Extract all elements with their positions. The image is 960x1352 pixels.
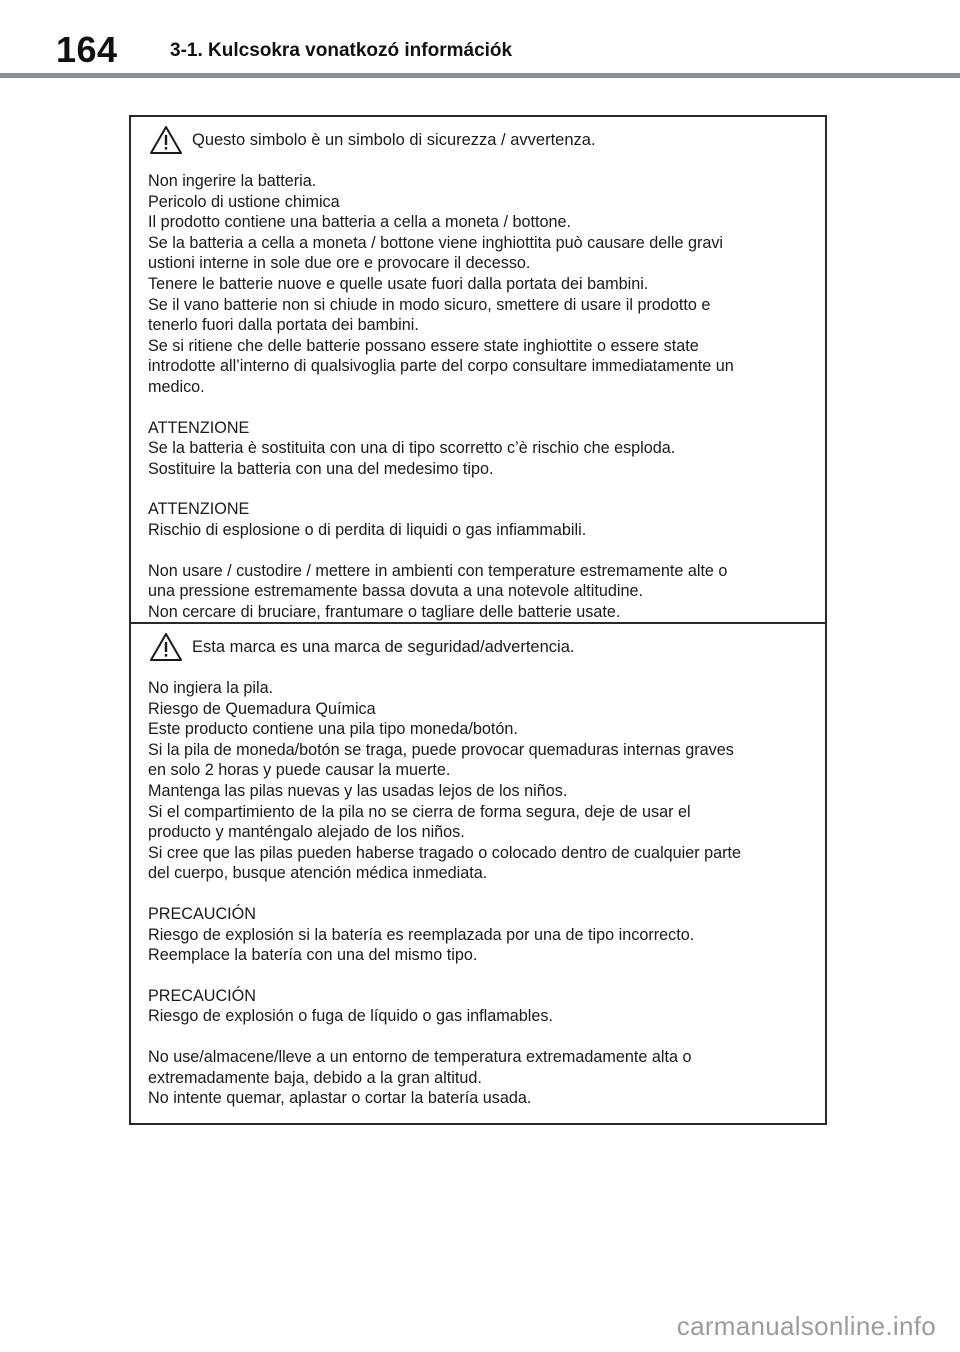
spanish-symbol-line: [148, 631, 811, 663]
italian-symbol-line: [148, 124, 811, 156]
spanish-paragraph-2: [148, 904, 811, 966]
watermark: carmanualsonline.info: [676, 1311, 936, 1341]
italian-paragraph-2: [148, 418, 811, 480]
text-line: Si el compartimiento de la pila no se cierra de forma segura, deje de usar el: [148, 802, 691, 821]
caution-heading: ATTENZIONE: [148, 500, 250, 519]
text-line: introdotte all’interno di qualsivoglia parte del corpo consultare immediatamente un: [148, 357, 734, 376]
text-line: Riesgo de Quemadura Química: [148, 699, 376, 718]
text-line: del cuerpo, busque atención médica inmediata.: [148, 864, 488, 883]
caution-heading: PRECAUCIÓN: [148, 986, 256, 1005]
italian-paragraph-4: [148, 561, 811, 623]
text-line: Se la batteria è sostituita con una di tipo scorretto c’è rischio che esploda.: [148, 439, 676, 458]
section-title: 3-1. Kulcsokra vonatkozó információk: [170, 40, 513, 61]
text-line: producto y manténgalo alejado de los niños.: [148, 823, 465, 842]
page-number: 164: [56, 29, 118, 70]
text-line: Rischio di esplosione o di perdita di liquidi o gas infiammabili.: [148, 520, 587, 539]
text-line: Si cree que las pilas pueden haberse tragado o colocado dentro de cualquier parte: [148, 843, 742, 862]
text-line: Reemplace la batería con una del mismo tipo.: [148, 946, 478, 965]
text-line: Se il vano batterie non si chiude in modo sicuro, smettere di usare il prodotto e: [148, 295, 711, 314]
caution-heading: PRECAUCIÓN: [148, 904, 256, 923]
text-line: Non ingerire la batteria.: [148, 172, 317, 190]
spanish-symbol-text: Esta marca es una marca de seguridad/advertencia.: [192, 637, 575, 656]
warning-triangle-icon: [148, 124, 184, 156]
battery-warning-box: [129, 115, 827, 1125]
italian-symbol-text: Questo simbolo è un simbolo di sicurezza / avvertenza.: [192, 130, 596, 149]
text-line: medico.: [148, 377, 205, 396]
text-line: en solo 2 horas y puede causar la muerte.: [148, 761, 451, 780]
italian-paragraph-1: [148, 171, 811, 398]
text-line: No intente quemar, aplastar o cortar la batería usada.: [148, 1089, 532, 1108]
italian-warning-panel: [131, 117, 825, 622]
text-line: Se la batteria a cella a moneta / bottone viene inghiottita può causare delle gravi: [148, 233, 724, 252]
text-line: Tenere le batterie nuove e quelle usate fuori dalla portata dei bambini.: [148, 274, 649, 293]
spanish-paragraph-3: [148, 986, 811, 1027]
text-line: Riesgo de explosión si la batería es reemplazada por una de tipo incorrecto.: [148, 925, 695, 944]
text-line: Il prodotto contiene una batteria a cella a moneta / bottone.: [148, 213, 571, 232]
text-line: extremadamente baja, debido a la gran altitud.: [148, 1068, 482, 1087]
text-line: No use/almacene/lleve a un entorno de temperatura extremadamente alta o: [148, 1047, 692, 1066]
spanish-warning-panel: [131, 622, 825, 1123]
warning-triangle-icon: [148, 631, 184, 663]
caution-heading: ATTENZIONE: [148, 418, 250, 437]
text-line: Riesgo de explosión o fuga de líquido o gas inflamables.: [148, 1007, 553, 1026]
text-line: ustioni interne in sole due ore e provocare il decesso.: [148, 254, 531, 273]
text-line: tenerlo fuori dalla portata dei bambini.: [148, 316, 419, 335]
spanish-paragraph-1: [148, 678, 811, 884]
header-divider: [0, 73, 960, 78]
page-header: [0, 0, 960, 80]
spanish-paragraph-4: [148, 1047, 811, 1109]
text-line: Sostituire la batteria con una del medesimo tipo.: [148, 459, 494, 478]
text-line: Si la pila de moneda/botón se traga, puede provocar quemaduras internas graves: [148, 740, 734, 759]
text-line: Mantenga las pilas nuevas y las usadas lejos de los niños.: [148, 781, 568, 800]
text-line: una pressione estremamente bassa dovuta a una notevole altitudine.: [148, 582, 643, 601]
text-line: Pericolo di ustione chimica: [148, 192, 340, 211]
text-line: Non cercare di bruciare, frantumare o tagliare delle batterie usate.: [148, 602, 621, 621]
italian-paragraph-3: [148, 499, 811, 540]
text-line: Non usare / custodire / mettere in ambienti con temperature estremamente alte o: [148, 561, 728, 580]
text-line: No ingiera la pila.: [148, 679, 274, 697]
text-line: Este producto contiene una pila tipo moneda/botón.: [148, 720, 518, 739]
text-line: Se si ritiene che delle batterie possano essere state inghiottite o essere state: [148, 336, 699, 355]
